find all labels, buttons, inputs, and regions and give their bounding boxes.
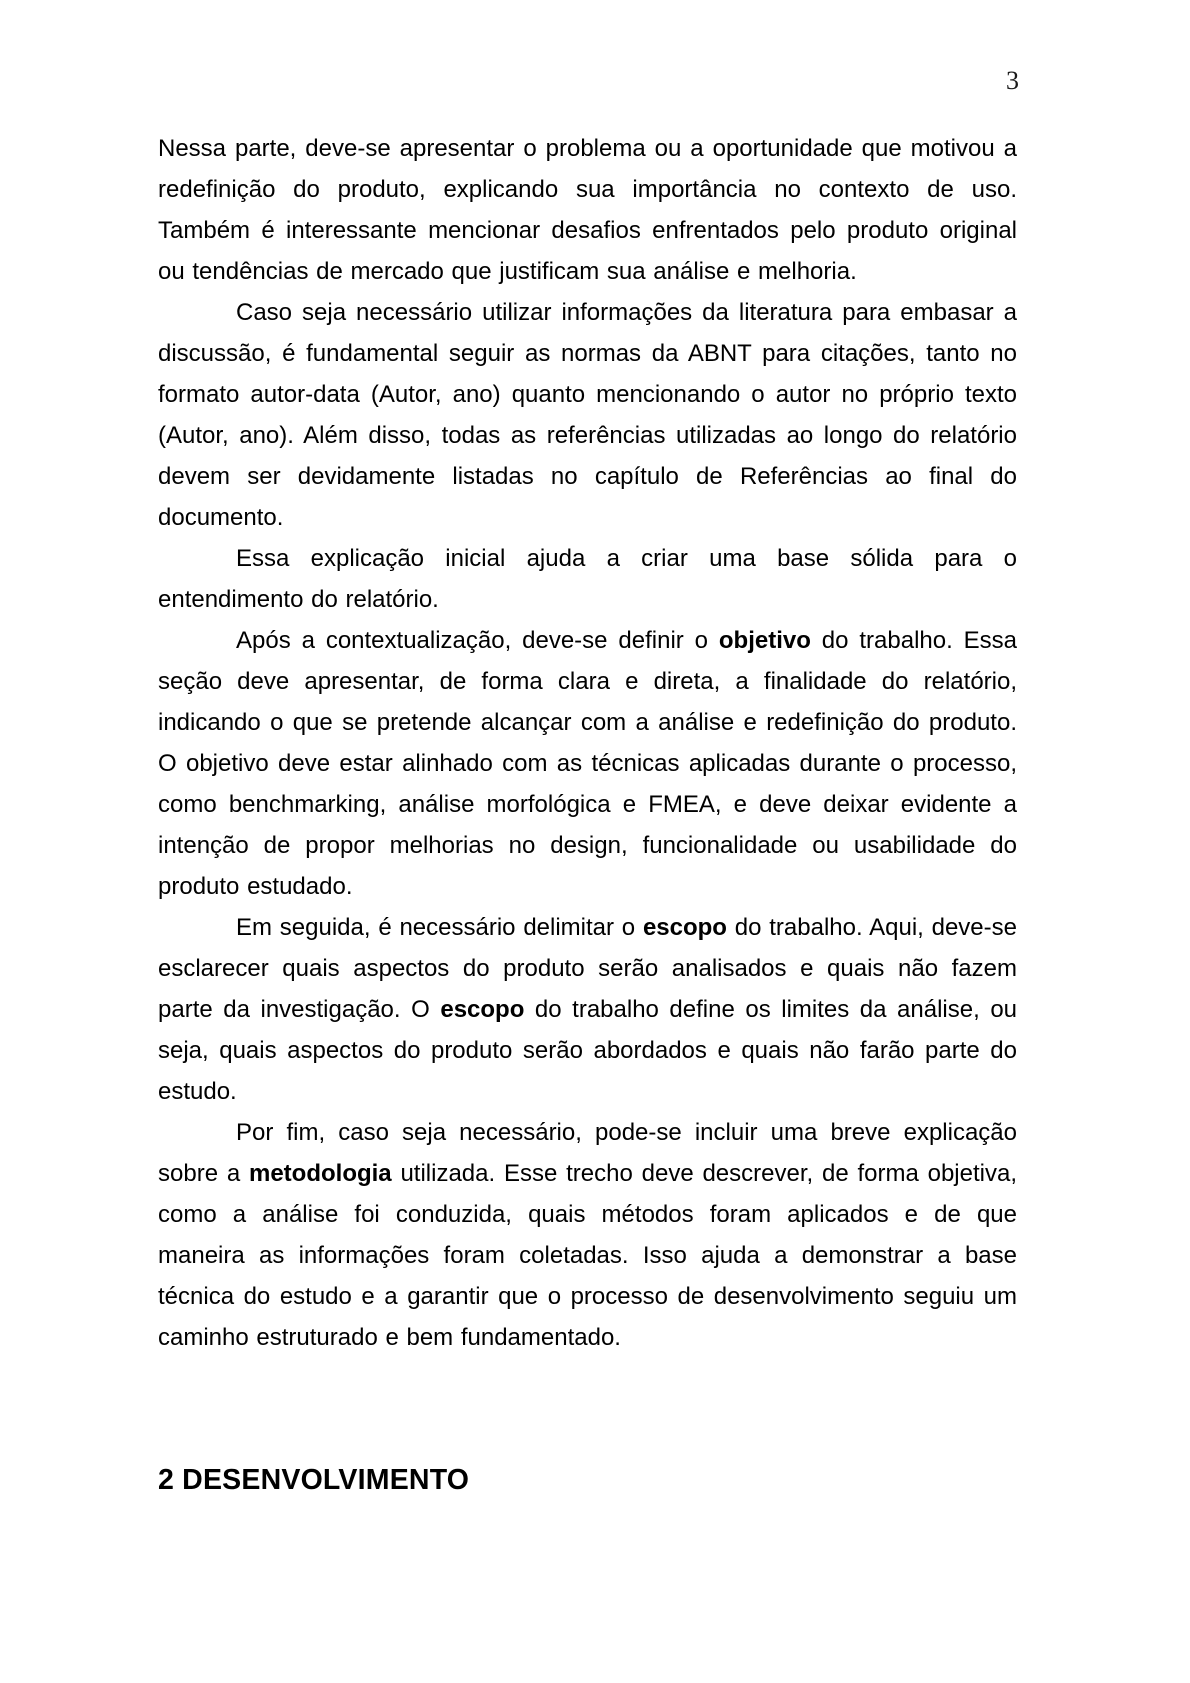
- bold-text-segment: escopo: [440, 996, 525, 1023]
- body-text: [158, 128, 1017, 1358]
- text-segment: Nessa parte, deve-se apresentar o problema ou a oportunidade que motivou a redefinição do produto, explicando sua importância no contexto de uso. Também é interessante mencionar desafios enfrentados pelo produto original ou tendências de mercado que justificam sua análise e melhoria.: [158, 135, 1017, 285]
- text-segment: do trabalho define os limites da análise, ou seja, quais aspectos do produto serão abordados e quais não farão parte do estudo.: [158, 996, 1018, 1105]
- bold-text-segment: metodologia: [248, 1160, 392, 1187]
- text-segment: do trabalho. Aqui, deve-se esclarecer quais aspectos do produto serão analisados e quais não fazem parte da investigação. O: [158, 914, 1017, 1023]
- paragraph: [158, 292, 1017, 538]
- paragraph: [158, 128, 1017, 292]
- section-heading: 2 DESENVOLVIMENTO: [158, 1464, 470, 1496]
- text-segment: utilizada. Esse trecho deve descrever, de forma objetiva, como a análise foi conduzida, quais métodos foram aplicados e de que maneira as informações foram coletadas. Isso ajuda a demonstrar a base técnica do estudo e a garantir que o processo de desenvolvimento seguiu um caminho estruturado e bem fundamentado.: [158, 1160, 1018, 1351]
- text-segment: Após a contextualização, deve-se definir o: [236, 627, 719, 654]
- text-segment: Em seguida, é necessário delimitar o: [236, 914, 643, 941]
- paragraph: [158, 538, 1017, 620]
- page-number: 3: [1006, 66, 1019, 95]
- paragraph: [158, 620, 1017, 907]
- text-segment: Por fim, caso seja necessário, pode-se incluir uma breve explicação sobre a: [158, 1119, 1017, 1187]
- text-segment: Caso seja necessário utilizar informações da literatura para embasar a discussão, é fundamental seguir as normas da ABNT para citações, tanto no formato autor-data (Autor, ano) quanto mencionando o autor no próprio texto (Autor, ano). Além disso, todas as referências utilizadas ao longo do relatório devem ser devidamente listadas no capítulo de Referências ao final do documento.: [158, 299, 1017, 531]
- paragraph: [158, 907, 1017, 1112]
- bold-text-segment: escopo: [642, 914, 727, 941]
- text-segment: Essa explicação inicial ajuda a criar uma base sólida para o entendimento do relatório.: [158, 545, 1017, 613]
- text-segment: do trabalho. Essa seção deve apresentar, de forma clara e direta, a finalidade do relatório, indicando o que se pretende alcançar com a análise e redefinição do produto. O objetivo deve estar alinhado com as técnicas aplicadas durante o processo, como benchmarking, análise morfológica e FMEA, e deve deixar evidente a intenção de propor melhorias no design, funcionalidade ou usabilidade do produto estudado.: [158, 627, 1018, 900]
- paragraph: [158, 1112, 1017, 1358]
- bold-text-segment: objetivo: [718, 627, 811, 654]
